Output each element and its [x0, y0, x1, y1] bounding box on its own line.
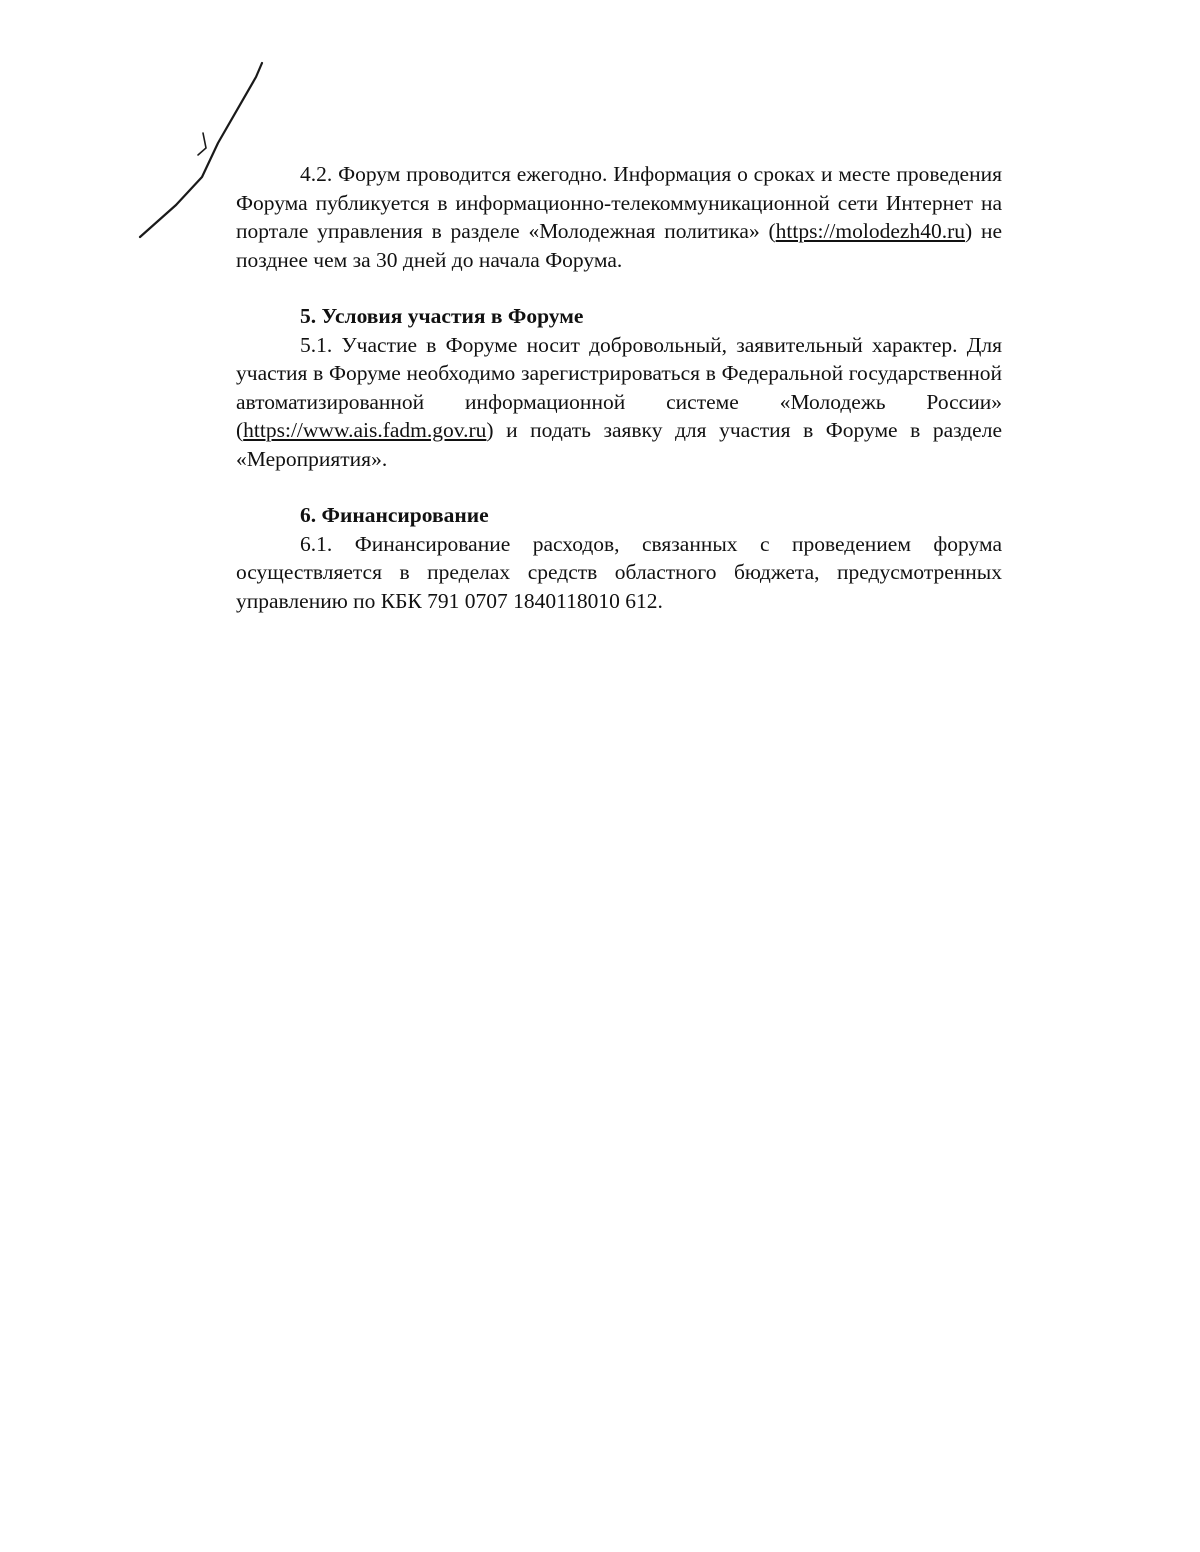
portal-link[interactable]: https://molodezh40.ru [775, 219, 965, 243]
paragraph-6-1: 6.1. Финансирование расходов, связанных с проведением форума осуществляется в пределах средств областного бюджета, предусмотренных управлению по КБК 791 0707 1840118010 612. [236, 531, 1002, 613]
paragraph-5-1 [236, 331, 1002, 474]
section-5-heading: 5. Условия участия в Форуме [300, 304, 584, 328]
paragraph-4-2-text-end: ) не позднее чем за 30 дней до начала Форума. [236, 219, 1002, 272]
paragraph-4-2-text: 4.2. Форум проводится ежегодно. Информация о сроках и месте проведения Форума публикуется в информационно-телекоммуникационной сети Интернет на портале управления в разделе «Молодежная политика» ( [236, 162, 1002, 243]
document-body [236, 160, 1002, 615]
paragraph-5-1-text-end: ) и подать заявку для участия в Форуме в разделе «Мероприятия». [236, 418, 1002, 471]
paragraph-5-1-text: 5.1. Участие в Форуме носит добровольный, заявительный характер. Для участия в Форуме необходимо зарегистрироваться в Федеральной государственной автоматизированной информационной системе «Молодежь России» ( [236, 332, 1002, 442]
spacer [236, 274, 1002, 302]
paragraph-4-2 [236, 160, 1002, 274]
spacer [236, 473, 1002, 501]
section-6-heading: 6. Финансирование [300, 503, 489, 527]
ais-link[interactable]: https://www.ais.fadm.gov.ru [243, 418, 487, 442]
